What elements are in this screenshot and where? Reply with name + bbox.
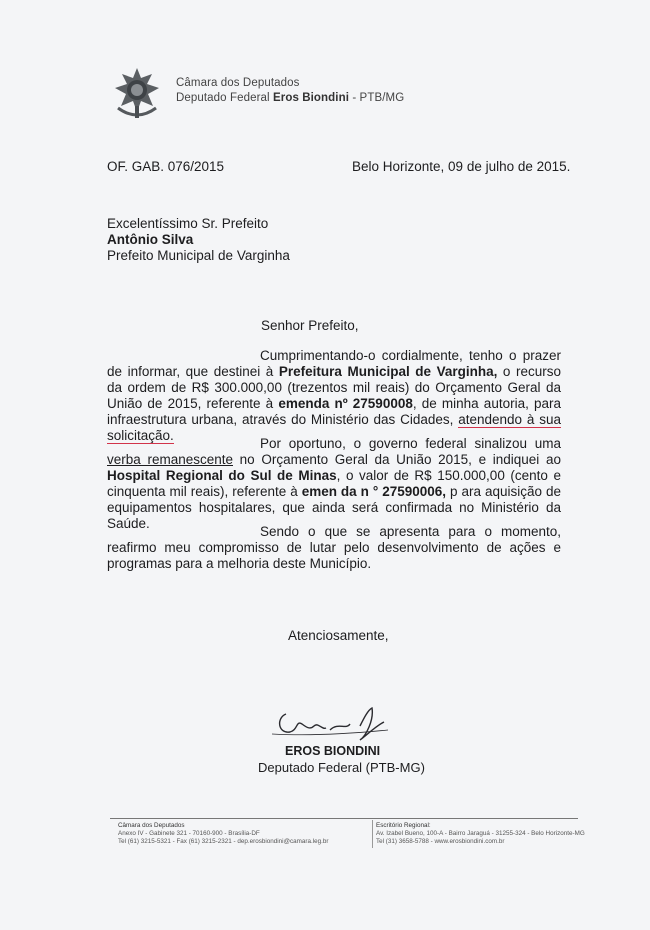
paragraph-3: Sendo o que se apresenta para o momento, reafirmo meu compromisso de lutar pelo desenvolvimento de ações e programas para a melhoria deste Município. bbox=[107, 524, 561, 571]
footer-column-divider bbox=[372, 820, 373, 848]
deputy-line: Deputado Federal Eros Biondini - PTB/MG bbox=[176, 92, 405, 104]
coat-of-arms-icon bbox=[112, 66, 162, 120]
signer-name: EROS BIONDINI bbox=[285, 744, 381, 758]
paragraph-1: Cumprimentando-o cordialmente, tenho o prazer de informar, que destinei à Prefeitura Municipal de Varginha, o recurso da ordem de R$ 300.000,00 (trezentos mil reais) do Orçamento Geral da União de 2015, referente à emenda nº 27590008, de minha autoria, para infraestrutura urbana, através do Ministério das Cidades, atendendo à sua solicitação. bbox=[107, 348, 562, 443]
recipient-block bbox=[107, 216, 290, 264]
place-date: Belo Horizonte, 09 de julho de 2015. bbox=[352, 159, 571, 174]
paragraph-2: Por oportuno, o governo federal sinalizou uma verba remanescente no Orçamento Geral da União 2015, e indiquei ao Hospital Regional do Sul de Minas, o valor de R$ 150.000,00 (cento e cinquenta mil reais), referente à emen da n ° 27590006, p ara aquisição de equipamentos hospitalares, que ainda será confirmada no Ministério da Saúde. bbox=[107, 436, 561, 531]
footer-brasilia-contact: Câmara dos Deputados Anexo IV - Gabinete 321 - 70160-900 - Brasília-DF Tel (61) 3215-5321 - Fax (61) 3215-2321 - dep.erosbiondini@camara.leg.br bbox=[118, 822, 329, 845]
signer-role: Deputado Federal (PTB-MG) bbox=[258, 760, 425, 775]
office-reference: OF. GAB. 076/2015 bbox=[107, 159, 225, 174]
signature-icon bbox=[268, 700, 398, 744]
recipient-role: Prefeito Municipal de Varginha bbox=[107, 248, 290, 263]
footer-divider bbox=[110, 818, 578, 819]
closing: Atenciosamente, bbox=[288, 628, 389, 643]
salutation: Senhor Prefeito, bbox=[261, 318, 359, 333]
institution-name: Câmara dos Deputados bbox=[176, 77, 300, 89]
highlighted-request: atendendo à sua solicitação. bbox=[107, 412, 562, 443]
footer-regional-contact: Escritório Regional: Av. Izabel Bueno, 100-A - Bairro Jaraguá - 31255-324 - Belo Horizonte-MG Tel (31) 3658-5788 - www.erosbiondini.com.br bbox=[376, 822, 585, 845]
letterhead bbox=[176, 76, 404, 106]
recipient-title: Excelentíssimo Sr. Prefeito bbox=[107, 216, 269, 231]
recipient-name: Antônio Silva bbox=[107, 232, 194, 247]
